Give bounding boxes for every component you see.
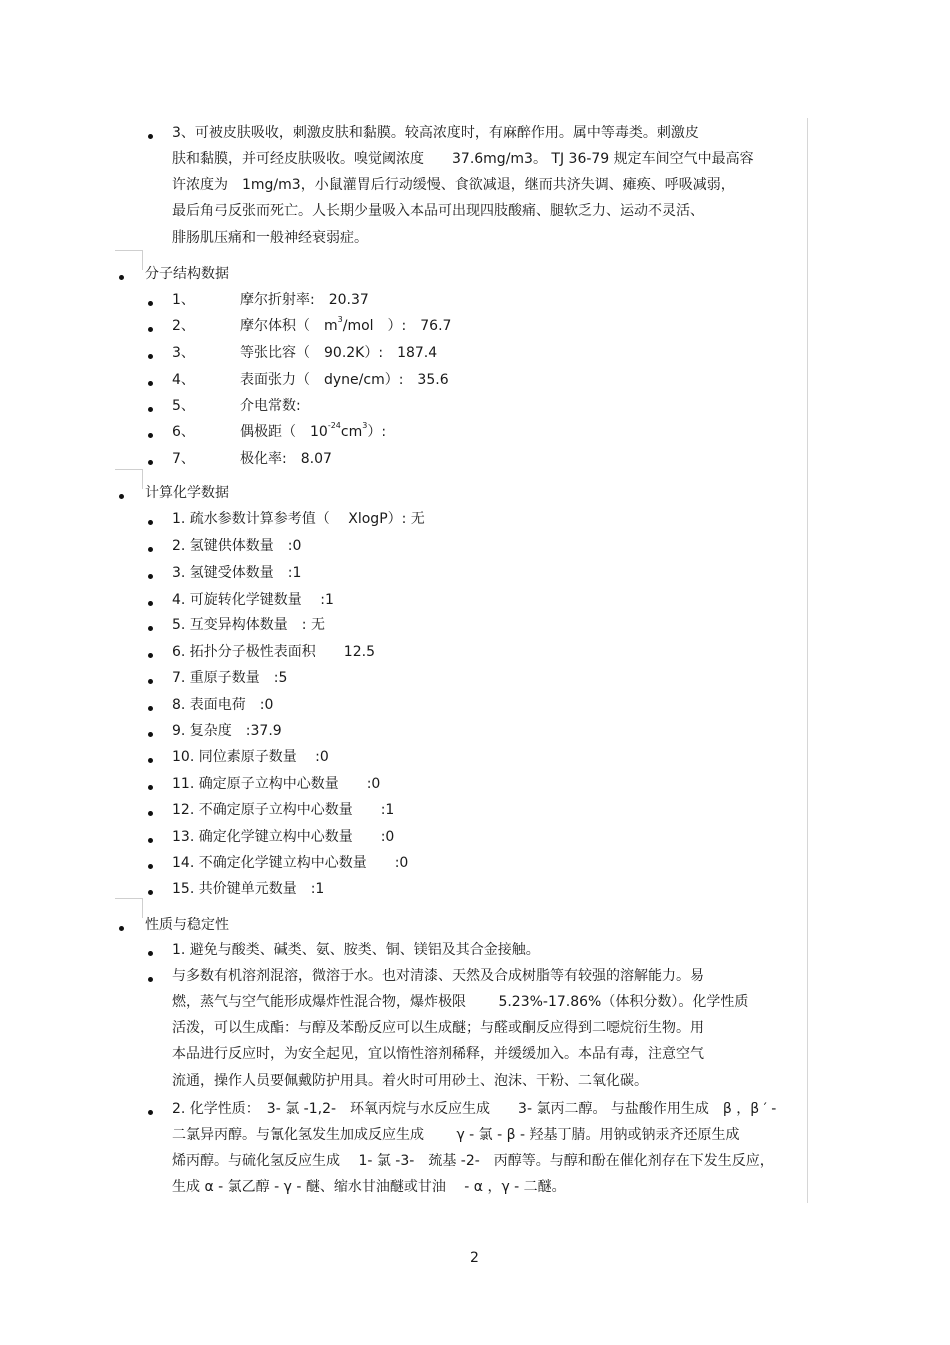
list-item: 5. 互变异构体数量 : 无 bbox=[172, 617, 325, 633]
item-text-part: 摩尔体积（ m bbox=[240, 318, 338, 334]
section-divider bbox=[115, 250, 143, 251]
text-line: 与多数有机溶剂混溶，微溶于水。也对清漆、天然及合成树脂等有较强的溶解能力。易 bbox=[172, 968, 704, 984]
superscript: -24 bbox=[327, 421, 341, 430]
bullet-icon bbox=[148, 706, 153, 711]
bullet-icon bbox=[148, 381, 153, 386]
bullet-icon bbox=[148, 732, 153, 737]
bullet-icon bbox=[148, 301, 153, 306]
section-heading: 分子结构数据 bbox=[145, 266, 229, 282]
item-text: 极化率: 8.07 bbox=[240, 451, 332, 467]
right-margin-rule bbox=[807, 118, 808, 1203]
section-heading: 性质与稳定性 bbox=[145, 917, 229, 933]
text-line: 燃，蒸气与空气能形成爆炸性混合物，爆炸极限 5.23%-17.86%（体积分数）。化学性质 bbox=[172, 994, 749, 1010]
bullet-icon bbox=[148, 864, 153, 869]
bullet-icon bbox=[148, 977, 153, 982]
bullet-icon bbox=[148, 679, 153, 684]
item-text-part: /mol ）: 76.7 bbox=[342, 318, 452, 334]
text-line: 二氯异丙醇。与氰化氢发生加成反应生成 γ - 氯 - β - 羟基丁腈。用钠或钠汞齐还原生成 bbox=[172, 1127, 740, 1143]
list-item: 11. 确定原子立构中心数量 :0 bbox=[172, 776, 381, 792]
bullet-icon bbox=[148, 407, 153, 412]
bullet-icon bbox=[148, 1110, 153, 1115]
item-text: 表面张力（ dyne/cm）: 35.6 bbox=[240, 372, 449, 388]
section-divider bbox=[115, 898, 143, 899]
text-line: 流通，操作人员要佩戴防护用具。着火时可用砂土、泡沫、干粉、二氧化碳。 bbox=[172, 1073, 648, 1089]
section-divider bbox=[142, 469, 143, 489]
bullet-icon bbox=[148, 601, 153, 606]
item-text: 等张比容（ 90.2K）: 187.4 bbox=[240, 345, 438, 361]
item-text: 介电常数: bbox=[240, 398, 301, 414]
text-line: 3、可被皮肤吸收，刺激皮肤和黏膜。较高浓度时，有麻醉作用。属中等毒类。刺激皮 bbox=[172, 125, 699, 141]
list-item: 6. 拓扑分子极性表面积 12.5 bbox=[172, 644, 375, 660]
text-line: 腓肠肌压痛和一般神经衰弱症。 bbox=[172, 230, 368, 246]
bullet-icon bbox=[148, 890, 153, 895]
bullet-icon bbox=[119, 926, 124, 931]
list-item: 15. 共价键单元数量 :1 bbox=[172, 881, 325, 897]
text-line: 活泼，可以生成酯：与醇及苯酚反应可以生成醚；与醛或酮反应得到二噁烷衍生物。用 bbox=[172, 1020, 704, 1036]
item-number: 3、 bbox=[172, 345, 195, 361]
bullet-icon bbox=[148, 433, 153, 438]
bullet-icon bbox=[119, 275, 124, 280]
item-number: 2、 bbox=[172, 318, 195, 334]
bullet-icon bbox=[148, 460, 153, 465]
list-item: 3. 氢键受体数量 :1 bbox=[172, 565, 302, 581]
item-text bbox=[240, 317, 451, 335]
bullet-icon bbox=[148, 653, 153, 658]
item-number: 4、 bbox=[172, 372, 195, 388]
list-item: 2. 氢键供体数量 :0 bbox=[172, 538, 302, 554]
bullet-icon bbox=[148, 520, 153, 525]
bullet-icon bbox=[148, 951, 153, 956]
list-item: 10. 同位素原子数量 :0 bbox=[172, 749, 329, 765]
list-item: 14. 不确定化学键立构中心数量 :0 bbox=[172, 855, 409, 871]
item-number: 1、 bbox=[172, 292, 195, 308]
page-number: 2 bbox=[470, 1250, 479, 1266]
section-divider bbox=[115, 469, 143, 470]
bullet-icon bbox=[148, 547, 153, 552]
item-text-part: ）: bbox=[367, 424, 387, 440]
bullet-icon bbox=[148, 354, 153, 359]
text-line: 最后角弓反张而死亡。人长期少量吸入本品可出现四肢酸痛、腿软乏力、运动不灵活、 bbox=[172, 203, 704, 219]
bullet-icon bbox=[148, 134, 153, 139]
item-number: 6、 bbox=[172, 424, 195, 440]
section-divider bbox=[142, 250, 143, 270]
section-heading: 计算化学数据 bbox=[145, 485, 229, 501]
list-item: 4. 可旋转化学键数量 :1 bbox=[172, 592, 334, 608]
bullet-icon bbox=[148, 811, 153, 816]
text-line: 烯丙醇。与硫化氢反应生成 1- 氯 -3- 巯基 -2- 丙醇等。与醇和酚在催化剂存在下发生反应， bbox=[172, 1153, 774, 1169]
superscript: 3 bbox=[362, 421, 368, 430]
text-line: 2. 化学性质： 3- 氯 -1,2- 环氧丙烷与水反应生成 3- 氯丙二醇。 与盐酸作用生成 β ，β ′ - bbox=[172, 1101, 777, 1117]
text-line: 肤和黏膜，并可经皮肤吸收。嗅觉阈浓度 37.6mg/m3。 TJ 36-79 规定车间空气中最高容 bbox=[172, 151, 754, 167]
item-text: 摩尔折射率: 20.37 bbox=[240, 292, 369, 308]
list-item: 1. 避免与酸类、碱类、氨、胺类、铜、镁铝及其合金接触。 bbox=[172, 942, 540, 958]
text-line: 许浓度为 1mg/m3，小鼠灌胃后行动缓慢、食欲减退，继而共济失调、瘫痪、呼吸减弱， bbox=[172, 177, 735, 193]
list-item: 1. 疏水参数计算参考值（ XlogP）: 无 bbox=[172, 511, 425, 527]
text-line: 生成 α - 氯乙醇 - γ - 醚、缩水甘油醚或甘油 - α ，γ - 二醚。 bbox=[172, 1179, 566, 1195]
item-number: 5、 bbox=[172, 398, 195, 414]
item-text-part: 偶极距（ 10 bbox=[240, 424, 328, 440]
list-item: 8. 表面电荷 :0 bbox=[172, 697, 274, 713]
item-number: 7、 bbox=[172, 451, 195, 467]
list-item: 9. 复杂度 :37.9 bbox=[172, 723, 282, 739]
text-line: 本品进行反应时，为安全起见，宜以惰性溶剂稀释，并缓缓加入。本品有毒，注意空气 bbox=[172, 1046, 704, 1062]
bullet-icon bbox=[148, 785, 153, 790]
bullet-icon bbox=[148, 838, 153, 843]
bullet-icon bbox=[148, 327, 153, 332]
list-item: 13. 确定化学键立构中心数量 :0 bbox=[172, 829, 395, 845]
superscript: 3 bbox=[337, 315, 343, 324]
bullet-icon bbox=[148, 758, 153, 763]
bullet-icon bbox=[148, 574, 153, 579]
list-item: 12. 不确定原子立构中心数量 :1 bbox=[172, 802, 395, 818]
item-text-part: cm bbox=[340, 424, 363, 440]
item-text bbox=[240, 423, 386, 441]
list-item: 7. 重原子数量 :5 bbox=[172, 670, 288, 686]
bullet-icon bbox=[119, 494, 124, 499]
bullet-icon bbox=[148, 626, 153, 631]
section-divider bbox=[142, 898, 143, 918]
